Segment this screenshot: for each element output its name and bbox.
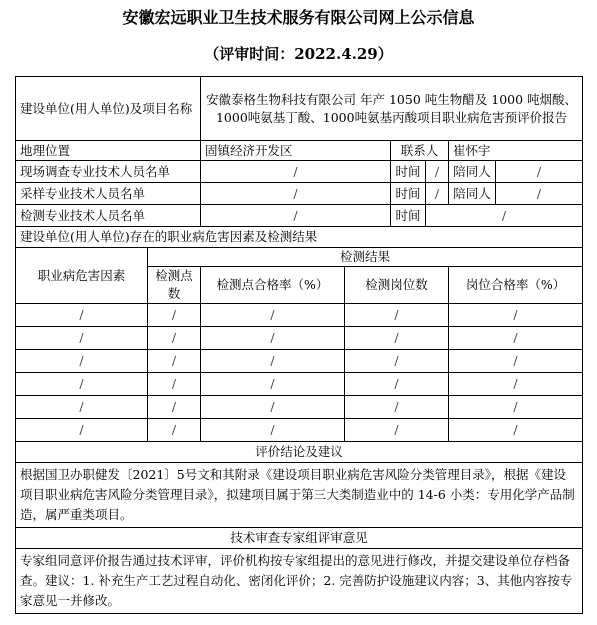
test-points-cell: /: [148, 304, 201, 327]
contact-value: 崔怀宇: [449, 141, 583, 161]
test-points-cell: /: [148, 419, 201, 442]
point-rate-cell: /: [201, 373, 345, 396]
hazard-factor-cell: /: [16, 304, 148, 327]
point-rate-cell: /: [201, 396, 345, 419]
table-row: [16, 304, 583, 327]
point-rate-header: 检测点合格率（%）: [201, 267, 345, 304]
post-rate-cell: /: [449, 350, 583, 373]
test-points-cell: /: [148, 373, 201, 396]
test-posts-cell: /: [345, 350, 449, 373]
point-rate-cell: /: [201, 304, 345, 327]
table-row: [16, 419, 583, 442]
test-points-header: 检测点数: [148, 267, 201, 304]
sampling-time-value: /: [426, 183, 449, 205]
testing-time-value: /: [426, 205, 583, 227]
test-posts-header: 检测岗位数: [345, 267, 449, 304]
table-row: [16, 327, 583, 350]
review-section-title: 技术审查专家组评审意见: [16, 528, 583, 549]
hazard-factor-cell: /: [16, 327, 148, 350]
hazard-factor-cell: /: [16, 350, 148, 373]
page-title: 安徽宏远职业卫生技术服务有限公司网上公示信息: [122, 8, 475, 27]
survey-companion-label: 陪同人: [449, 161, 496, 183]
table-row: [16, 350, 583, 373]
post-rate-header: 岗位合格率（%）: [449, 267, 583, 304]
point-rate-cell: /: [201, 419, 345, 442]
location-label: 地理位置: [16, 141, 201, 161]
sampling-companion-value: /: [496, 183, 583, 205]
unit-value: 安徽泰格生物科技有限公司 年产 1050 吨生物醋及 1000 吨烟酸、1000吨氨基丁酸、1000吨氨基丙酸项目职业病危害预评价报告: [201, 77, 583, 141]
conclusion-text: 根据国卫办职健发〔2021〕5号文和其附录《建设项目职业病危害风险分类管理目录》，根据《建设项目职业病危害风险分类管理目录》，拟建项目属于第三大类制造业中的 14-6 小类：专用化学产品制造，属严重类项目。: [16, 463, 583, 528]
post-rate-cell: /: [449, 373, 583, 396]
survey-time-value: /: [426, 161, 449, 183]
sampling-staff-value: /: [201, 183, 391, 205]
unit-label: 建设单位(用人单位)及项目名称: [16, 77, 201, 141]
sampling-time-label: 时间: [391, 183, 426, 205]
post-rate-cell: /: [449, 396, 583, 419]
testing-staff-value: /: [201, 205, 391, 227]
sampling-staff-label: 采样专业技术人员名单: [16, 183, 201, 205]
location-value: 固镇经济开发区: [201, 141, 391, 161]
hazard-factor-header: 职业病危害因素: [16, 248, 148, 304]
disclosure-table: [15, 76, 583, 614]
survey-staff-value: /: [201, 161, 391, 183]
test-points-cell: /: [148, 396, 201, 419]
hazards-section-title: 建设单位(用人单位)存在的职业病危害因素及检测结果: [16, 227, 583, 248]
post-rate-cell: /: [449, 304, 583, 327]
survey-staff-label: 现场调查专业技术人员名单: [16, 161, 201, 183]
contact-label: 联系人: [391, 141, 449, 161]
hazard-factor-cell: /: [16, 396, 148, 419]
sampling-companion-label: 陪同人: [449, 183, 496, 205]
test-posts-cell: /: [345, 373, 449, 396]
point-rate-cell: /: [201, 350, 345, 373]
test-results-header: 检测结果: [148, 248, 583, 267]
testing-staff-label: 检测专业技术人员名单: [16, 205, 201, 227]
point-rate-cell: /: [201, 327, 345, 350]
post-rate-cell: /: [449, 327, 583, 350]
test-posts-cell: /: [345, 396, 449, 419]
hazard-factor-cell: /: [16, 373, 148, 396]
review-text: 专家组同意评价报告通过技术评审，评价机构按专家组提出的意见进行修改，并提交建设单位存档备查。建议：1. 补充生产工艺过程自动化、密闭化评价；2. 完善防护设施建议内容；3、其他内容按专家意见一并修改。: [16, 549, 583, 614]
survey-companion-value: /: [496, 161, 583, 183]
test-points-cell: /: [148, 327, 201, 350]
test-posts-cell: /: [345, 327, 449, 350]
conclusion-section-title: 评价结论及建议: [16, 442, 583, 463]
survey-time-label: 时间: [391, 161, 426, 183]
review-date: （评审时间：2022.4.29）: [204, 45, 393, 63]
testing-time-label: 时间: [391, 205, 426, 227]
table-row: [16, 396, 583, 419]
post-rate-cell: /: [449, 419, 583, 442]
test-posts-cell: /: [345, 419, 449, 442]
hazard-factor-cell: /: [16, 419, 148, 442]
test-points-cell: /: [148, 350, 201, 373]
table-row: [16, 373, 583, 396]
test-posts-cell: /: [345, 304, 449, 327]
